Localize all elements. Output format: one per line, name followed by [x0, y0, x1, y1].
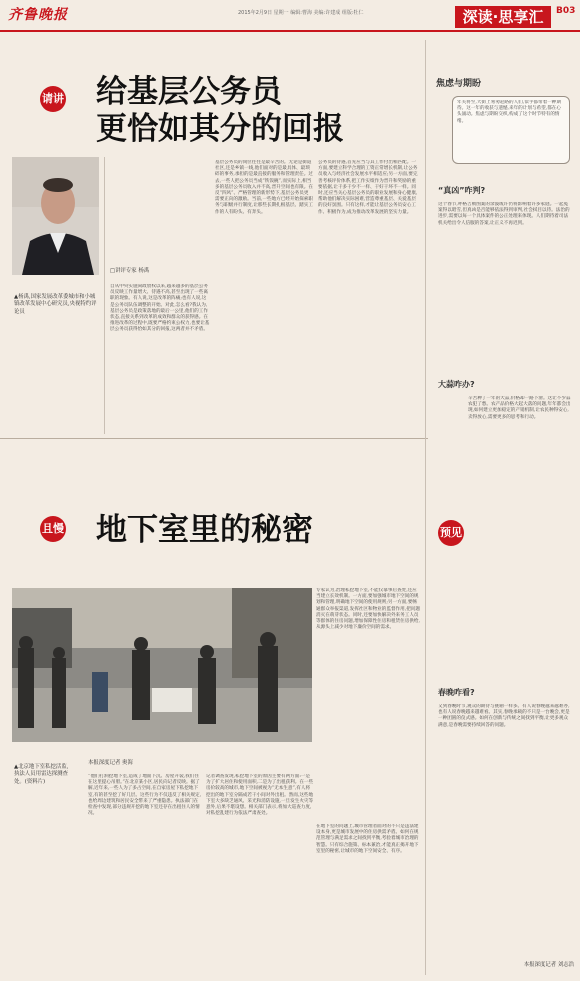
- article2-byline: 本报深度记者 奥海: [88, 760, 133, 766]
- article2-column-2: 记者调查发现,私挖地下室的原因主要有两方面:一是为了扩大居住和使用面积,二是为了出租获利。在一些房价较高的城市,地下空间被视为“无本生意”,有人将挖出的地下室分隔成若干小间对外出租。然而,这些地下室大多缺乏通风、采光和消防设施,一旦发生火灾等意外,后果不堪设想。相关部门表示,将加大巡查力度,对私挖乱建行为依法严肃查处。: [206, 774, 314, 817]
- article2-photo-caption: ▲北京地下室私挖活监,执法人员用雷达探测查处。(资料片): [14, 764, 69, 785]
- section-banner: 深读·思享汇: [455, 6, 551, 28]
- page-number: B03: [556, 6, 576, 16]
- article1-title-line2: 更恰如其分的回报: [96, 111, 344, 147]
- sidebar-divider: [425, 40, 426, 975]
- sidebar-q1-title: “真凶”咋判?: [438, 186, 486, 195]
- header-rule: [0, 30, 580, 32]
- article1-title-line1: 给基层公务员: [96, 74, 282, 110]
- column-divider: [104, 157, 105, 434]
- newspaper-logo: 齐鲁晚报: [8, 7, 68, 23]
- article1-tag: 请讲: [40, 86, 66, 112]
- article1-photo-caption: ▲杨禹,国家发展改革委城市和小城镇改革发展中心研究员,央视特约评论员: [14, 294, 97, 315]
- article2-column-4: 在地下室的问题上,城市管理者面对的不只是违法建设本身,更是城市发展中的住房供需矛盾。如何在规范管理与满足需求之间找到平衡,考验着城市治理的智慧。只有综合施策、标本兼治,才能真正揭开地下室里的秘密,让城市的地下空间安全、有序。: [316, 824, 419, 854]
- sidebar-tag: 预见: [438, 520, 464, 546]
- article1-column-3: 公务员的待遇,首先应当与其工作付出相匹配。一方面,要建立科学合理的工资正常增长机制,让公务员收入与经济社会发展水平相适应;另一方面,要完善考核评价体系,把工作实绩作为晋升和奖励的重要依据,让干多干少不一样、干好干坏不一样。同时,还应当关心基层公务员的职业发展和身心健康,帮助他们解决实际困难,营造尊重基层、关爱基层的良好氛围。只有这样,才能让基层公务员安心工作、积极作为,成为推动改革发展的坚实力量。: [318, 160, 418, 215]
- sidebar-intro-box: [452, 96, 570, 164]
- sidebar-byline: 本报深度记者 刘志浩: [523, 962, 574, 968]
- article1-column-1: 自从中央实施简政放权以来,越来越多的基层公务员反映工作量增大、待遇不高,甚至出现了一些离职的现象。有人说,这是改革的阵痛;也有人说,这是公务员队伍调整的开始。对此,怎么看?我认为,基层公务员是政策落地的最后一公里,他们的工作状态,直接关系到改革的成效和群众的获得感。在推进改革的过程中,既要严格约束公权力,也要让基层公务员获得恰如其分的回报,这两者并不矛盾。: [110, 284, 210, 333]
- article-divider: [0, 438, 428, 439]
- sidebar-q2-title: 大蒜咋办?: [438, 380, 475, 389]
- article2-title: 地下室里的秘密: [96, 512, 313, 548]
- issue-meta: 2015年2月9日 星期一 编辑:曹海 美编:许建成 组版:牡仁: [238, 10, 364, 16]
- article1-column-2: 基层公务员的岗位往往是最辛苦的。无论是街道社区,还是乡镇一线,他们面对的是最具体、最琐碎的事务,承担的是最直接的服务和管理责任。过去,一些人把公务员当成“铁饭碗”,而实际上,相当多的基层公务员收入并不高,晋升空间也有限。在反“四风”、严格管理的新形势下,基层公务员更需要正向的激励。当前,一些地方已经开始探索职务与职级并行制度,让那些长期扎根基层、踏实工作的人有盼头、有奔头。: [215, 160, 313, 215]
- sidebar-intro: 年关将至,大街上匆匆赶路的人们,似乎都带着一种期待。这一年的收获与遗憾,来年的计划与希望,都在心头涌动。焦虑与期盼交织,构成了这个时节特有的情绪。: [457, 100, 561, 124]
- article1-portrait-photo: [12, 157, 99, 275]
- article1-byline: □讲评专家 杨禹: [110, 268, 150, 274]
- sidebar-q2-text: 辛苦种了一年的大蒜,价格却一路下滑。这让不少蒜农犯了愁。农产品价格大起大落的问题,年年都会出现,如何建立更加稳定的产销机制,让农民种得安心,卖得放心,需要更多的思考和行动。: [468, 396, 571, 420]
- sidebar-q1-text: 这个春节,呼格吉勒图案的余波或许仍将影响着许多家庭。一起冤案得以昭雪,但真凶是否能够依法得到审判,社会拭目以待。法治的进步,需要以每一个具体案件的公正处理来体现。人们期待着司法机关给出令人信服的答案,让正义不再迟到。: [438, 202, 570, 226]
- article2-tag: 且慢: [40, 516, 66, 542]
- sidebar-heading: 焦虑与期盼: [436, 79, 482, 89]
- article2-column-3: 专家认为,治理私挖地下室,不能仅靠事后查处,还应当建立长效机制。一方面,要加强城市地下空间的规划和管理,明确地下空间的使用规则;另一方面,要畅通群众举报渠道,发挥社区和物业的监督作用,把问题消灭在萌芽状态。同时,还要加快解决外来务工人员等群体的住房问题,增加保障性住房和租赁住房供给,从源头上减少对地下廉价空间的需求。: [316, 588, 420, 631]
- article2-scene-photo: [12, 588, 312, 742]
- sidebar-q3-text: 又到春晚时节,观众的期待与挑剔一样多。有人说春晚越来越难办,也有人说春晚越来越难看。其实,春晚承载的不只是一台晚会,更是一种团圆的仪式感。如何在创新与传统之间找到平衡,让更多观众满意,是春晚需要持续回答的问题。: [438, 704, 570, 728]
- sidebar-q3-title: 春晚咋看?: [438, 688, 475, 697]
- article2-column-1: “他们打洞挖地下室,造成了地面下沉、房屋开裂,我们住在这里提心吊胆。”在北京某小区,居民向记者反映。据了解,近年来,一些人为了多占空间,在自家房屋下私挖地下室,有的甚至挖了好几层。这些行为不仅违反了相关规定,也给周边建筑和居民安全带来了严重隐患。执法部门在检查中发现,部分违规开挖的地下室还存在出租住人的情况。: [88, 774, 202, 817]
